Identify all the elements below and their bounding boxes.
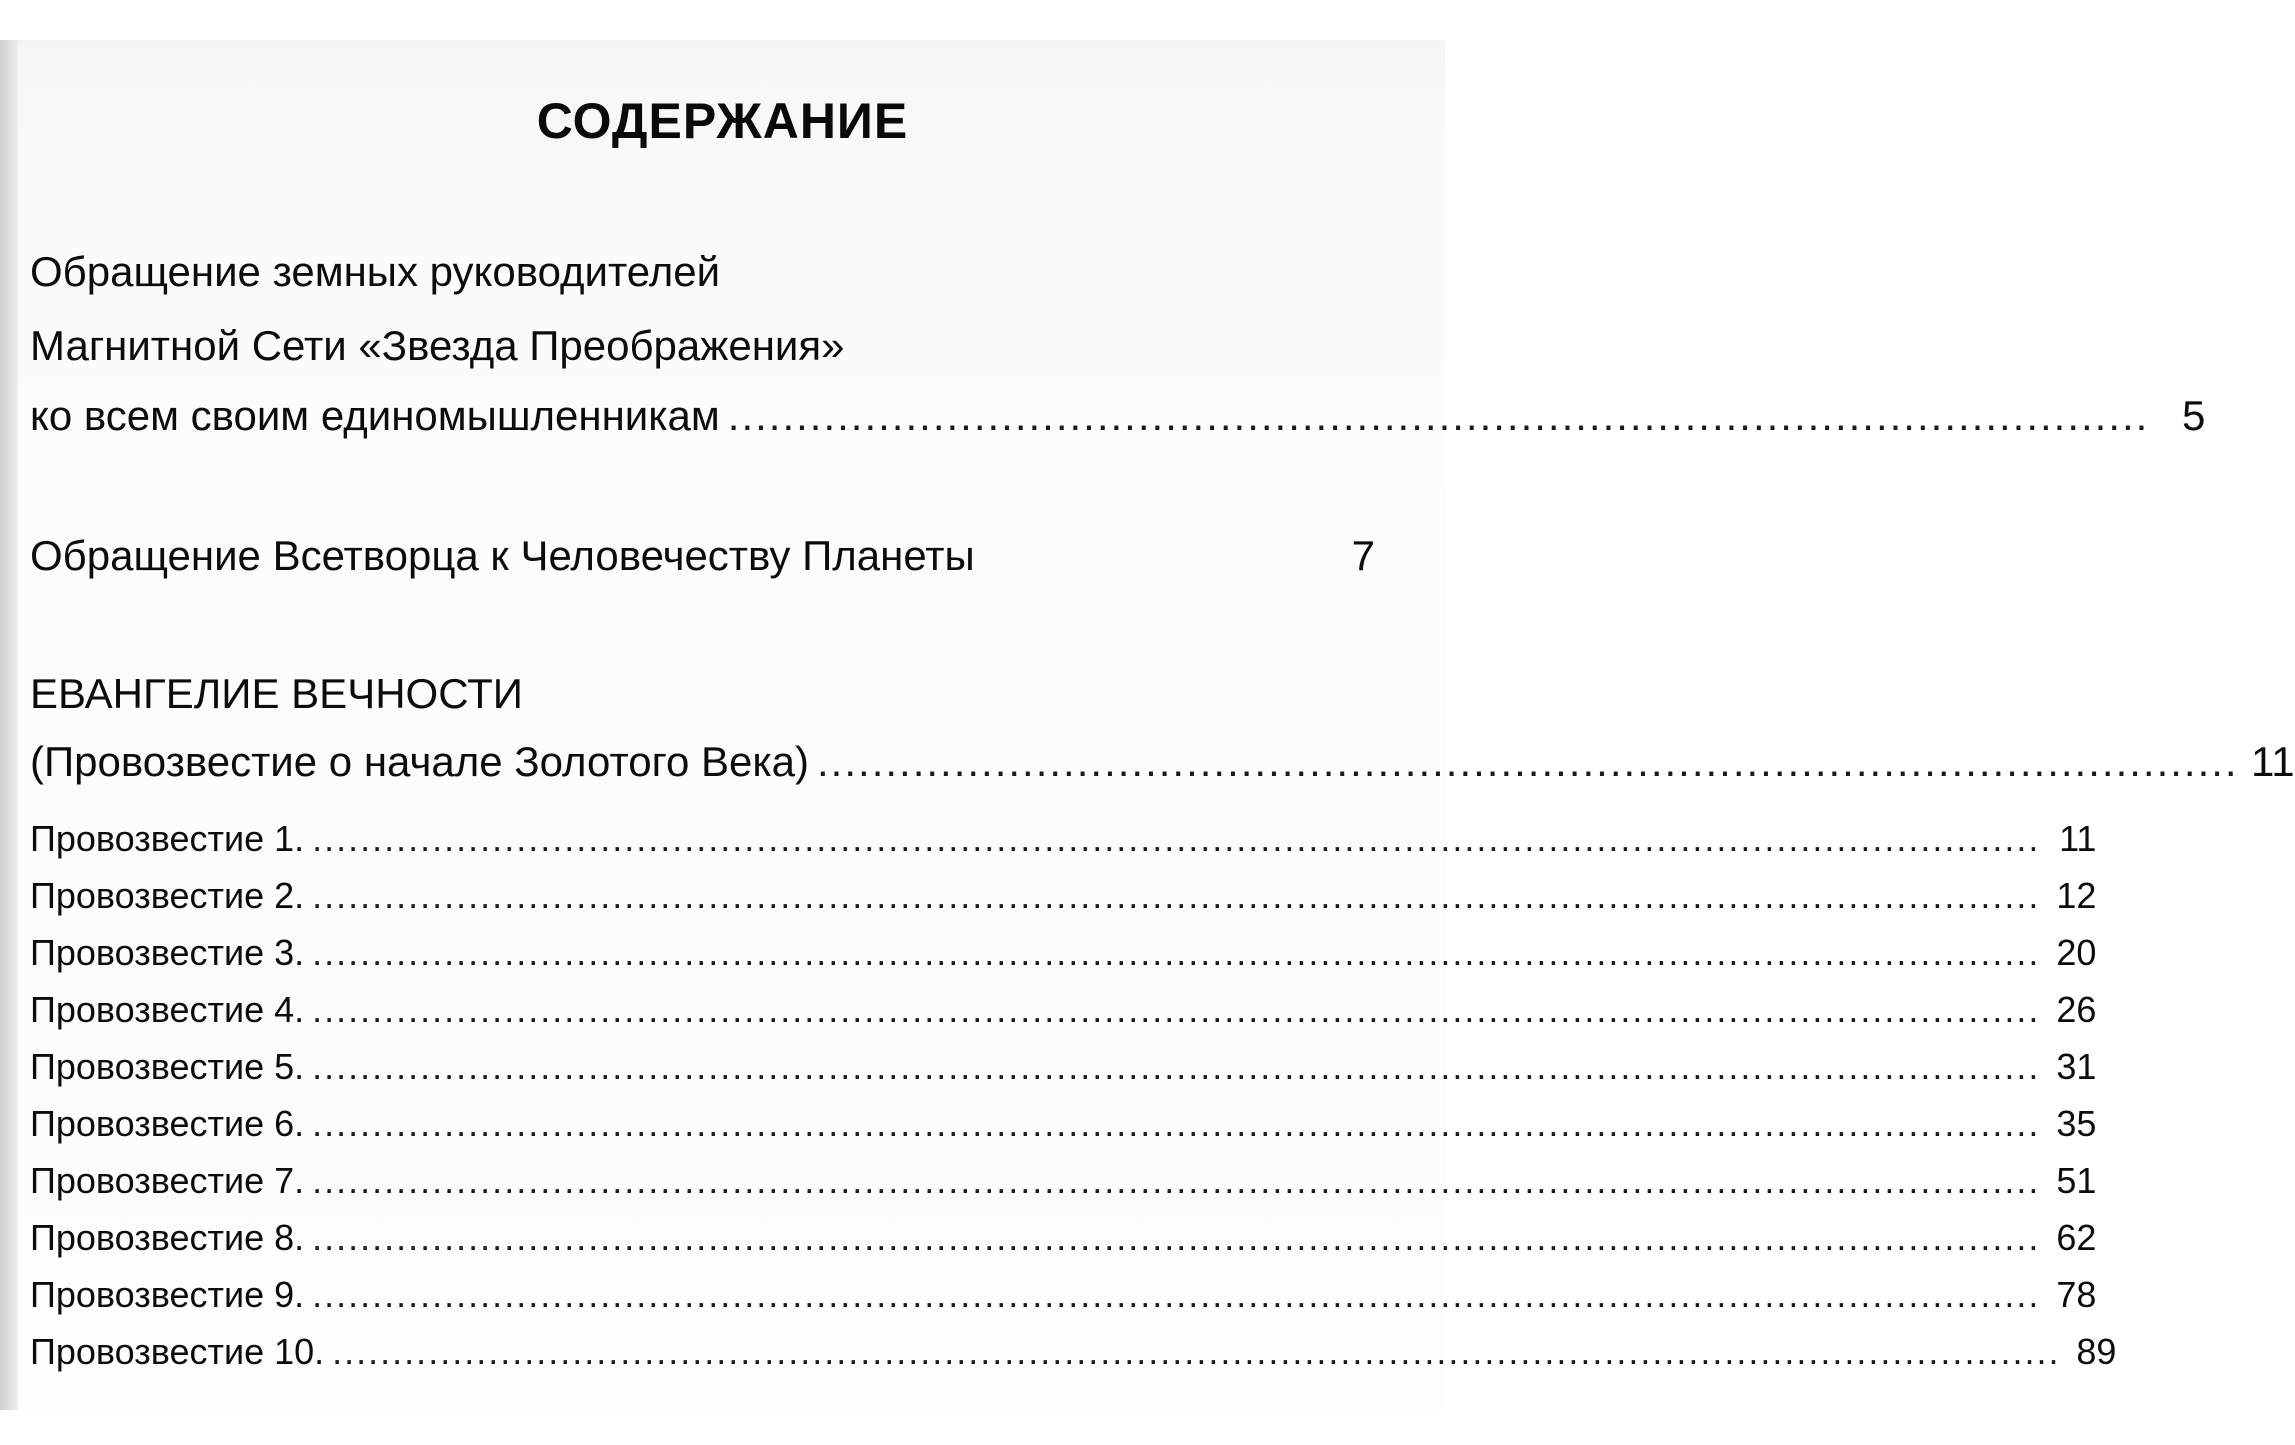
toc-page-number: 20	[2056, 932, 2097, 973]
toc-sub-entry	[30, 1274, 2097, 1334]
toc-entry-line	[30, 532, 1375, 592]
dot-leader: ........................................................................................................	[727, 392, 2150, 439]
dot-leader: ................................................................................................................................................	[312, 1274, 2041, 1315]
toc-sub-entry	[30, 1160, 2097, 1220]
toc-sub-entry	[30, 1103, 2097, 1163]
toc-sub-entry	[30, 1217, 2097, 1277]
dot-leader: ................................................................................................................................................	[312, 1217, 2041, 1258]
toc-sub-entry-label: Провозвестие 8.	[30, 1217, 305, 1258]
toc-page-number: 11	[2059, 818, 2097, 859]
toc-page-number: 26	[2056, 989, 2097, 1030]
page-bottom-margin	[0, 1410, 1445, 1445]
dot-leader: ................................................................................................................................................	[332, 1331, 2061, 1372]
toc-page-number: 51	[2056, 1160, 2097, 1201]
toc-entry-text: ко всем своим единомышленникам	[30, 392, 720, 439]
toc-entry-text: Обращение Всетворца к Человечеству Планеты	[30, 532, 975, 579]
toc-page-number: 35	[2056, 1103, 2097, 1144]
toc-entry-line	[30, 322, 1375, 382]
toc-page-number: 7	[1351, 532, 1375, 579]
toc-entry-line	[30, 248, 1375, 308]
toc-sub-entry-label: Провозвестие 3.	[30, 932, 305, 973]
dot-leader: ................................................................................................................................................	[312, 1046, 2041, 1087]
dot-leader: ................................................................................................................................................	[312, 875, 2041, 916]
dot-leader: ................................................................................................................................................	[312, 1160, 2041, 1201]
toc-sub-entry-label: Провозвестие 2.	[30, 875, 305, 916]
toc-sub-entry	[30, 932, 2097, 992]
toc-entry-line	[30, 392, 2206, 452]
toc-sub-entry-label: Провозвестие 4.	[30, 989, 305, 1030]
page-top-margin	[0, 0, 1445, 40]
toc-sub-entry-label: Провозвестие 1.	[30, 818, 305, 859]
toc-entry-text: ЕВАНГЕЛИЕ ВЕЧНОСТИ	[30, 670, 523, 717]
toc-sub-entry	[30, 1046, 2097, 1106]
toc-page-number: 12	[2056, 875, 2097, 916]
toc-page-number: 5	[2182, 392, 2206, 439]
toc-entry-line	[30, 738, 2295, 798]
toc-sub-entry	[30, 875, 2097, 935]
dot-leader: ........................................................................................................	[817, 738, 2239, 785]
toc-sub-entry-label: Провозвестие 6.	[30, 1103, 305, 1144]
toc-entry-text: Обращение земных руководителей	[30, 248, 721, 295]
toc-sub-entry-label: Провозвестие 9.	[30, 1274, 305, 1315]
dot-leader: ................................................................................................................................................	[312, 1103, 2041, 1144]
page-title: СОДЕРЖАНИЕ	[536, 93, 909, 149]
toc-entry-text: (Провозвестие о начале Золотого Века)	[30, 738, 810, 785]
toc-page-number: 89	[2076, 1331, 2117, 1372]
toc-sub-entry-label: Провозвестие 5.	[30, 1046, 305, 1087]
toc-page-number: 78	[2056, 1274, 2097, 1315]
dot-leader: ................................................................................................................................................	[312, 818, 2041, 859]
toc-sub-entry-label: Провозвестие 7.	[30, 1160, 305, 1201]
toc-page-number: 62	[2056, 1217, 2097, 1258]
toc-sub-entry	[30, 989, 2097, 1049]
toc-entry-line	[30, 670, 1375, 730]
toc-entry-text: Магнитной Сети «Звезда Преображения»	[30, 322, 845, 369]
page-binding-shadow	[0, 40, 18, 1445]
toc-sub-entry	[30, 818, 2097, 878]
dot-leader: ................................................................................................................................................	[312, 932, 2041, 973]
toc-sub-entry-label: Провозвестие 10.	[30, 1331, 325, 1372]
toc-sub-entry	[30, 1331, 2117, 1391]
dot-leader: ................................................................................................................................................	[312, 989, 2041, 1030]
toc-page-number: 31	[2056, 1046, 2097, 1087]
toc-page-number: 11	[2250, 738, 2295, 785]
